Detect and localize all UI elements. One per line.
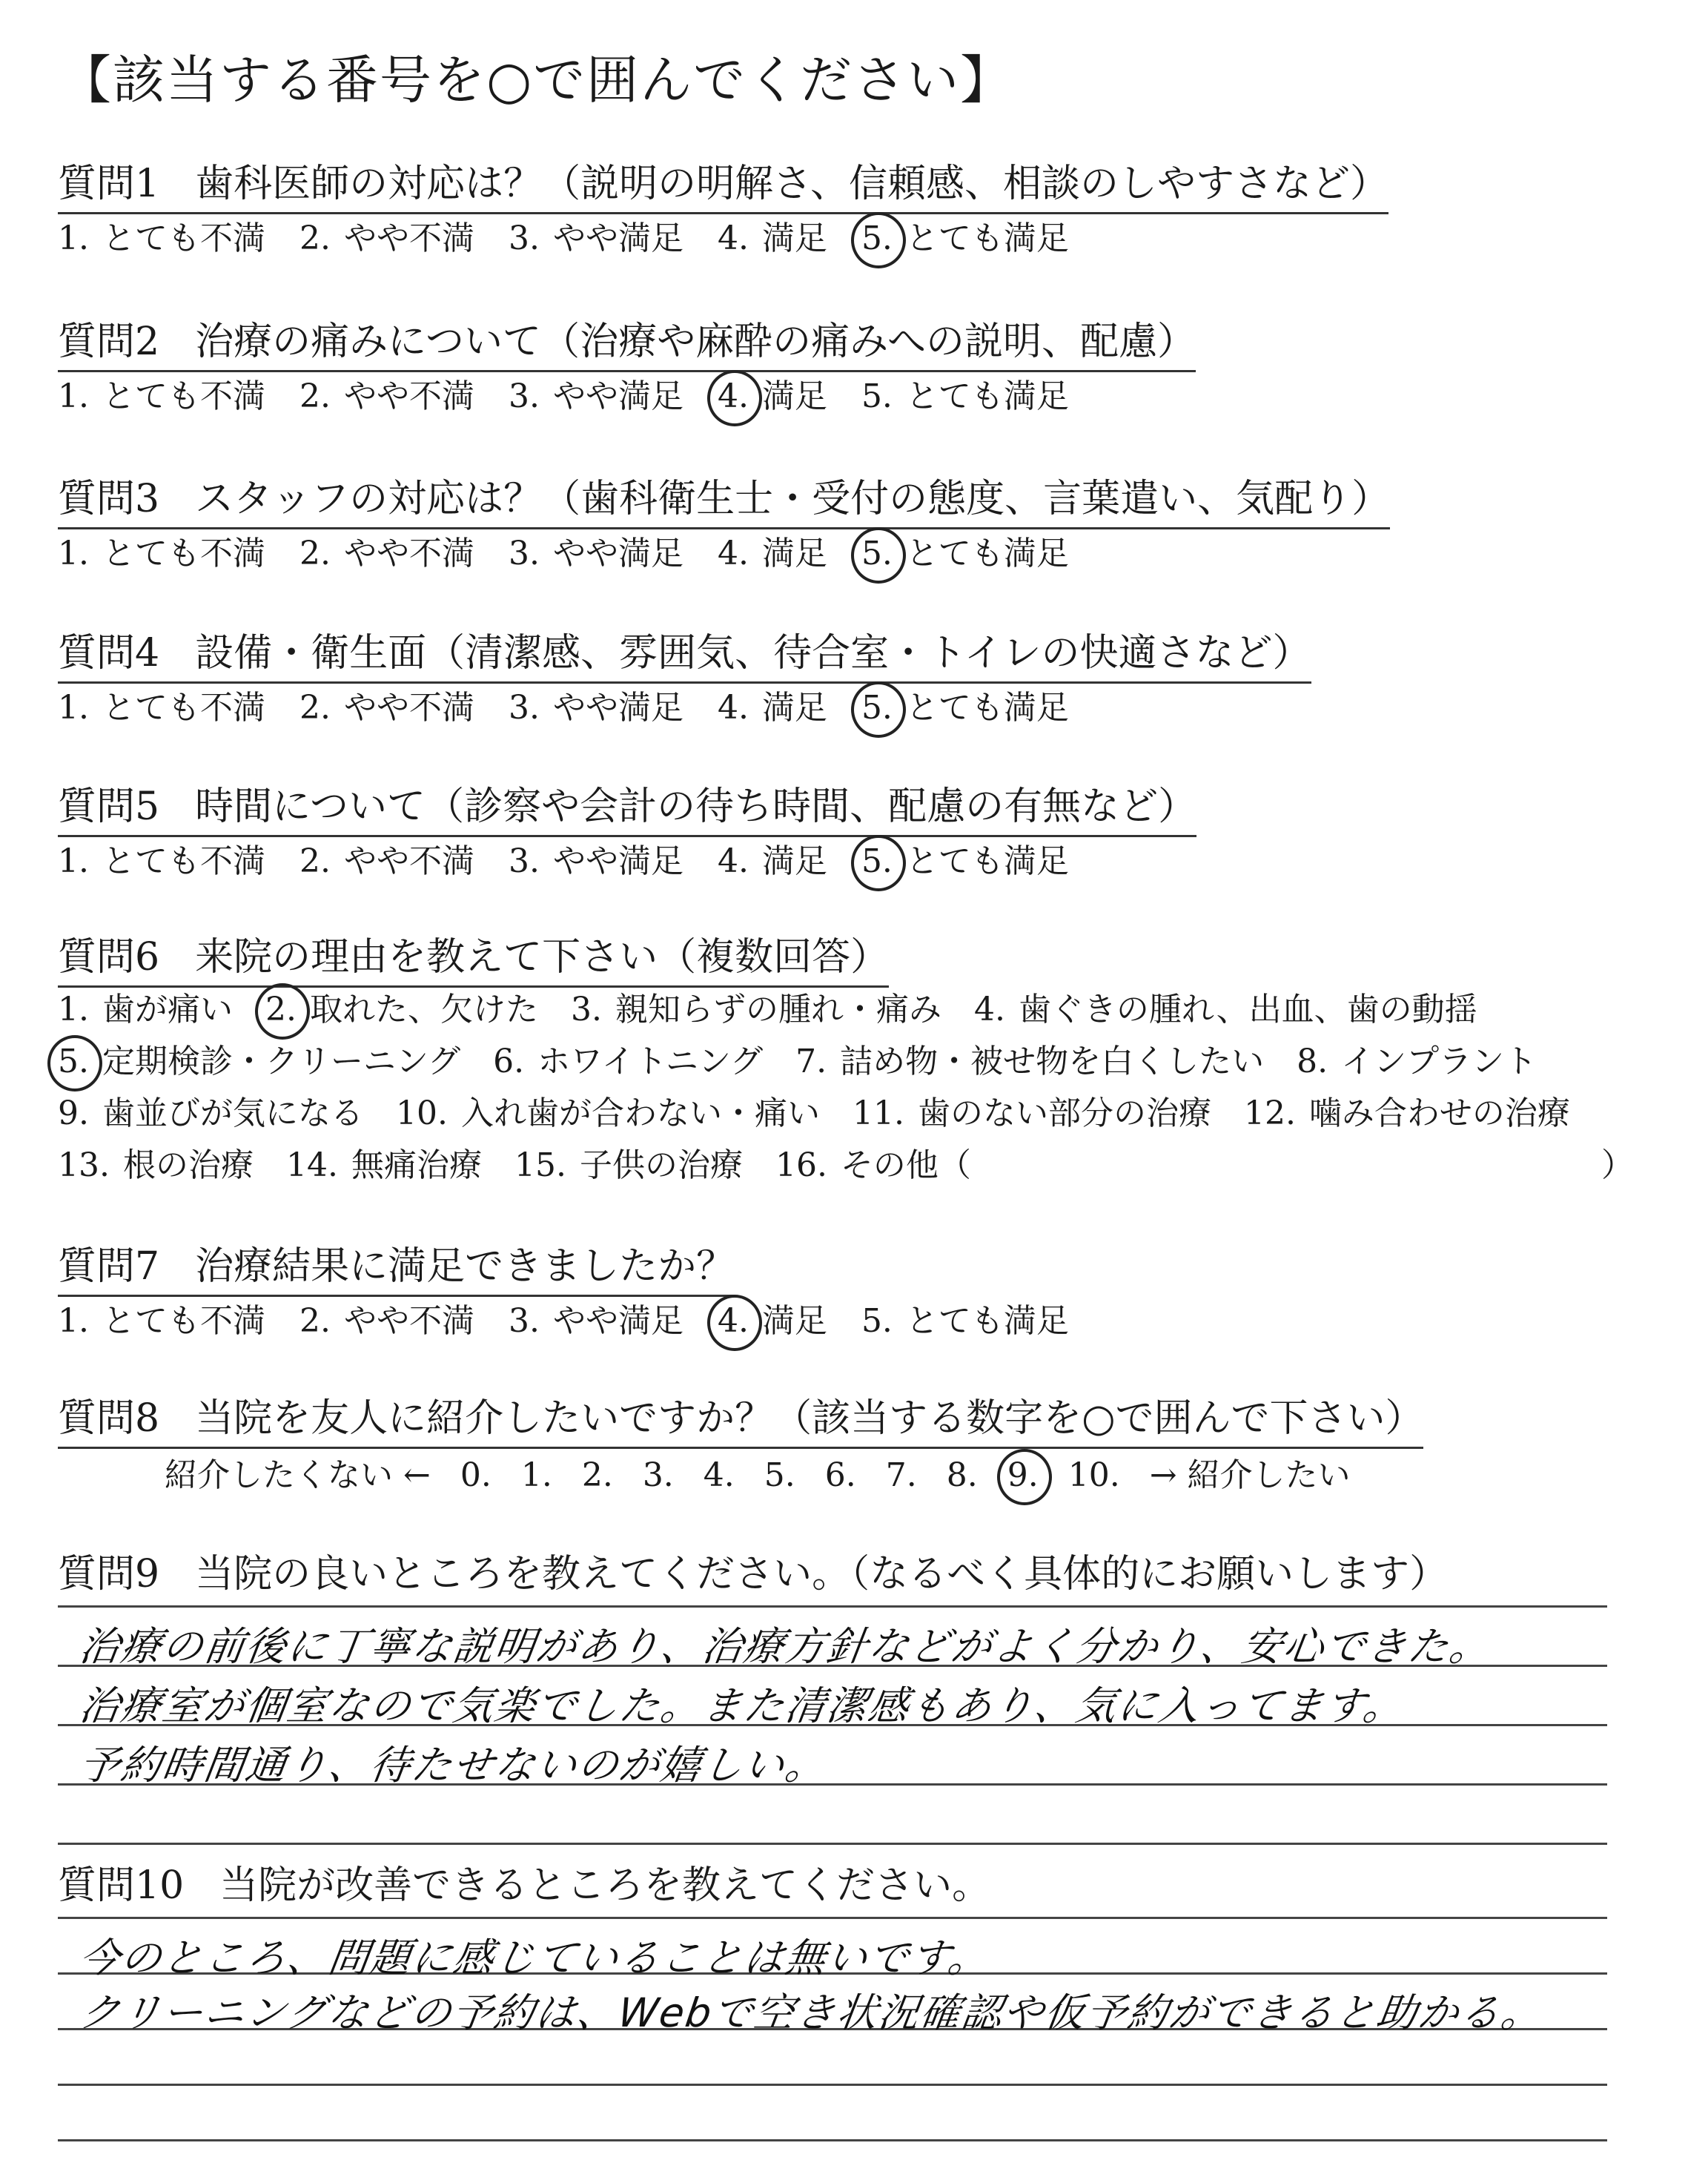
option-number: 16. [775, 1146, 827, 1184]
reason-option[interactable] [396, 1086, 820, 1134]
option-number-circled: 2. [265, 991, 297, 1028]
rating-option[interactable] [718, 211, 827, 259]
question-5-title [58, 775, 1196, 837]
option-label: 詰め物・被せ物を白くしたい [840, 1043, 1265, 1080]
question-note: （複数回答） [658, 935, 890, 980]
reason-option[interactable] [265, 982, 538, 1030]
question-3-options [58, 526, 1103, 574]
question-note: （歯科衛生士・受付の態度、言葉遣い、気配り） [542, 477, 1391, 521]
option-number: 5. [861, 377, 893, 415]
answer-rule [58, 1843, 1607, 1845]
question-5-options [58, 834, 1103, 882]
option-label: 満足 [761, 377, 827, 415]
handwritten-answer-line: 今のところ、問題に感じていることは無いです。 [76, 1935, 993, 1981]
option-number-circled: 5. [58, 1043, 89, 1080]
rating-option[interactable] [299, 369, 474, 417]
option-label: やや満足 [552, 377, 683, 415]
question-number: 質問3 [58, 477, 160, 521]
rating-option[interactable] [861, 526, 1069, 574]
answer-rule [58, 1917, 1607, 1919]
reason-option[interactable] [795, 1034, 1264, 1082]
scale-value[interactable]: 6. [824, 1456, 856, 1494]
option-number: 2. [299, 842, 331, 880]
option-number: 4. [717, 535, 749, 572]
option-label: 歯が痛い [102, 991, 233, 1028]
rating-option[interactable] [861, 1294, 1069, 1341]
option-label: 噛み合わせの治療 [1308, 1094, 1570, 1132]
page-title: 【該当する番号を○で囲んでください】 [59, 50, 1014, 110]
option-label: やや不満 [343, 535, 474, 572]
option-label: とても満足 [905, 842, 1069, 880]
option-number: 1. [58, 991, 89, 1028]
option-number-circled: 5. [861, 535, 893, 572]
option-number: 2. [299, 1302, 331, 1340]
rating-option[interactable] [299, 526, 474, 574]
answer-rule [58, 2084, 1607, 2086]
scale-value[interactable]: 7. [885, 1456, 917, 1494]
rating-option[interactable] [718, 526, 827, 574]
reason-row [58, 1034, 1569, 1082]
option-number: 4. [973, 991, 1005, 1028]
option-label: 満足 [761, 535, 827, 572]
option-label: やや不満 [343, 377, 474, 415]
option-number: 3. [508, 535, 540, 572]
option-number: 4. [717, 689, 749, 727]
reason-option[interactable] [286, 1138, 482, 1186]
question-text: 治療の痛みについて [195, 320, 542, 364]
option-label: とても不満 [102, 219, 265, 257]
scale-value[interactable]: 8. [946, 1456, 978, 1494]
option-label: とても不満 [102, 535, 265, 572]
reason-option[interactable] [58, 1086, 363, 1134]
rating-option[interactable] [509, 681, 683, 728]
option-number-circled: 4. [717, 377, 749, 415]
rating-option[interactable] [299, 834, 474, 882]
reason-option[interactable] [853, 1086, 1211, 1134]
question-2-title [58, 310, 1196, 372]
question-1-title [58, 152, 1388, 214]
option-number: 6. [493, 1043, 525, 1080]
scale-value[interactable]: 3. [642, 1456, 674, 1494]
rating-option[interactable] [58, 681, 265, 728]
reason-row [58, 1086, 1603, 1134]
question-note: （治療や麻酔の痛みへの説明、配慮） [541, 320, 1196, 364]
rating-option[interactable] [58, 211, 265, 259]
question-number: 質問6 [58, 935, 160, 980]
option-number: 1. [58, 377, 89, 415]
question-9-title [58, 1542, 1448, 1602]
reason-option[interactable] [1297, 1034, 1537, 1082]
question-number: 質問4 [58, 631, 160, 676]
handwritten-answer-line: 治療室が個室なので気楽でした。また清潔感もあり、気に入ってます。 [76, 1682, 1409, 1729]
rating-option[interactable] [861, 369, 1069, 417]
option-label: 満足 [761, 219, 827, 257]
recommend-scale [165, 1448, 1380, 1496]
option-number: 1. [58, 689, 89, 727]
question-text: 歯科医師の対応は？ [195, 162, 543, 206]
rating-option[interactable] [58, 369, 265, 417]
reason-option[interactable] [775, 1138, 971, 1186]
option-label: やや不満 [343, 689, 474, 727]
question-8-title [58, 1387, 1423, 1449]
option-number: 2. [299, 689, 331, 727]
option-number: 3. [508, 219, 540, 257]
rating-option[interactable] [861, 681, 1069, 728]
reason-option[interactable] [974, 982, 1477, 1030]
question-10-title [58, 1854, 990, 1914]
option-number: 2. [299, 219, 331, 257]
option-number: 3. [508, 377, 540, 415]
option-label: とても満足 [905, 1302, 1069, 1340]
question-number: 質問7 [58, 1244, 160, 1289]
question-2-options [58, 369, 1103, 417]
option-label: とても不満 [102, 842, 265, 880]
rating-option[interactable] [509, 834, 683, 882]
question-note: （説明の明解さ、信頼感、相談のしやすさなど） [542, 162, 1389, 206]
rating-option[interactable] [58, 834, 265, 882]
option-number: 12. [1243, 1094, 1296, 1132]
question-6-title [58, 925, 889, 988]
rating-option[interactable] [718, 369, 827, 417]
option-number: 1. [58, 219, 89, 257]
rating-option[interactable] [299, 681, 474, 728]
option-label: 定期検診・クリーニング [102, 1043, 461, 1080]
question-text: 当院が改善できるところを教えてください。 [219, 1863, 991, 1908]
rating-option[interactable] [509, 526, 683, 574]
option-number: 11. [852, 1094, 904, 1132]
option-label: 満足 [761, 842, 827, 880]
scale-left-label: 紹介したくない ← [165, 1456, 431, 1494]
question-1-options [58, 211, 1103, 259]
option-number: 1. [58, 1302, 89, 1340]
rating-option[interactable] [299, 1294, 474, 1341]
question-note: （なるべく具体的にお願いします） [850, 1552, 1449, 1596]
question-note: （該当する数字を○で囲んで下さい） [773, 1396, 1424, 1441]
question-4-options [58, 681, 1103, 728]
question-text: 設備・衛生面 [195, 631, 427, 676]
question-text: 当院の良いところを教えてください。 [195, 1552, 851, 1596]
option-label: 満足 [761, 1302, 827, 1340]
reason-option[interactable] [1244, 1086, 1570, 1134]
scale-value[interactable]: 10. [1068, 1456, 1120, 1494]
scale-value[interactable]: 2. [581, 1456, 613, 1494]
option-number: 10. [395, 1094, 448, 1132]
option-number: 3. [570, 991, 602, 1028]
question-text: 時間について [195, 785, 426, 829]
option-label: やや満足 [552, 689, 683, 727]
option-number: 7. [795, 1043, 827, 1080]
rating-option[interactable] [718, 834, 827, 882]
option-number: 4. [717, 219, 749, 257]
question-number: 質問1 [58, 162, 160, 206]
reason-option[interactable] [58, 1034, 460, 1082]
option-label: とても満足 [905, 689, 1069, 727]
option-number: 3. [508, 1302, 540, 1340]
option-label: やや不満 [343, 842, 474, 880]
reason-row [58, 982, 1510, 1030]
question-note: （清潔感、雰囲気、待合室・トイレの快適さなど） [426, 631, 1311, 676]
option-number: 5. [861, 1302, 893, 1340]
option-number: 13. [58, 1146, 110, 1184]
option-label: 子供の治療 [579, 1146, 743, 1184]
rating-option[interactable] [861, 834, 1069, 882]
question-number: 質問5 [58, 785, 160, 829]
question-text: 来院の理由を教えて下さい [195, 935, 658, 980]
option-label: 入れ歯が合わない・痛い [460, 1094, 820, 1132]
option-label: やや満足 [552, 535, 683, 572]
option-label: 歯ぐきの腫れ、出血、歯の動揺 [1018, 991, 1477, 1028]
option-number: 1. [58, 842, 89, 880]
option-number: 3. [508, 689, 540, 727]
question-number: 質問10 [58, 1863, 185, 1908]
rating-option[interactable] [509, 211, 683, 259]
answer-rule [58, 2139, 1607, 2141]
other-close-paren: ） [1601, 1146, 1634, 1184]
question-text: 当院を友人に紹介したいですか？ [195, 1396, 774, 1441]
option-label: やや不満 [343, 219, 474, 257]
option-number: 2. [299, 535, 331, 572]
scale-right-label: → 紹介したい [1149, 1456, 1351, 1494]
rating-option[interactable] [718, 1294, 827, 1341]
question-note: （診察や会計の待ち時間、配慮の有無など） [426, 785, 1197, 829]
option-label: 取れた、欠けた [309, 991, 538, 1028]
option-label: やや満足 [552, 842, 683, 880]
handwritten-answer-line: 予約時間通り、待たせないのが嬉しい。 [76, 1742, 830, 1789]
option-number: 9. [58, 1094, 89, 1132]
option-label: やや満足 [552, 1302, 683, 1340]
option-label: とても不満 [102, 377, 265, 415]
question-number: 質問2 [58, 320, 160, 364]
option-label: ホワイトニング [537, 1043, 764, 1080]
option-label: 満足 [761, 689, 827, 727]
option-label: インプラント [1341, 1043, 1537, 1080]
option-label: やや不満 [343, 1302, 474, 1340]
option-number-circled: 4. [717, 1302, 749, 1340]
reason-option[interactable] [571, 982, 941, 1030]
reason-row [58, 1138, 1004, 1186]
scale-value[interactable]: 4. [703, 1456, 735, 1494]
question-text: スタッフの対応は？ [195, 477, 543, 521]
question-3-title [58, 467, 1390, 529]
option-label: とても満足 [905, 219, 1069, 257]
option-label: その他（ [840, 1146, 971, 1184]
option-number: 8. [1297, 1043, 1328, 1080]
rating-option[interactable] [299, 211, 474, 259]
question-7-options [58, 1294, 1103, 1341]
scale-value-circled[interactable]: 9. [1007, 1456, 1039, 1494]
handwritten-answer-line: 治療の前後に丁寧な説明があり、治療方針などがよく分かり、安心できた。 [76, 1623, 1494, 1670]
question-number: 質問8 [58, 1396, 160, 1441]
option-number: 14. [285, 1146, 338, 1184]
rating-option[interactable] [718, 681, 827, 728]
option-label: 歯並びが気になる [102, 1094, 363, 1132]
reason-option[interactable] [58, 1138, 254, 1186]
answer-rule [58, 1605, 1607, 1608]
rating-option[interactable] [509, 1294, 683, 1341]
rating-option[interactable] [58, 526, 265, 574]
option-label: 親知らずの腫れ・痛み [615, 991, 941, 1028]
rating-option[interactable] [861, 211, 1069, 259]
option-number: 2. [299, 377, 331, 415]
scale-value[interactable]: 5. [764, 1456, 795, 1494]
option-label: 歯のない部分の治療 [917, 1094, 1211, 1132]
option-label: とても満足 [905, 377, 1069, 415]
option-label: 無痛治療 [351, 1146, 482, 1184]
reason-option[interactable] [493, 1034, 763, 1082]
option-number-circled: 5. [861, 842, 893, 880]
option-number: 1. [58, 535, 89, 572]
option-number: 15. [514, 1146, 566, 1184]
question-text: 治療結果に満足できましたか？ [195, 1244, 735, 1289]
scale-value[interactable]: 1. [520, 1456, 552, 1494]
option-number: 3. [508, 842, 540, 880]
reason-option[interactable] [514, 1138, 743, 1186]
option-label: 根の治療 [122, 1146, 254, 1184]
handwritten-answer-line: クリーニングなどの予約は、Webで空き状況確認や仮予約ができると助かる。 [76, 1989, 1546, 2036]
option-number-circled: 5. [861, 219, 893, 257]
option-label: やや満足 [552, 219, 683, 257]
option-label: とても不満 [102, 1302, 265, 1340]
rating-option[interactable] [509, 369, 683, 417]
option-number-circled: 5. [861, 689, 893, 727]
question-7-title [58, 1235, 735, 1297]
option-number: 4. [717, 842, 749, 880]
rating-option[interactable] [58, 1294, 265, 1341]
reason-option[interactable] [58, 982, 233, 1030]
question-number: 質問9 [58, 1552, 160, 1596]
option-label: とても不満 [102, 689, 265, 727]
question-4-title [58, 621, 1311, 684]
scale-value[interactable]: 0. [460, 1456, 491, 1494]
option-label: とても満足 [905, 535, 1069, 572]
